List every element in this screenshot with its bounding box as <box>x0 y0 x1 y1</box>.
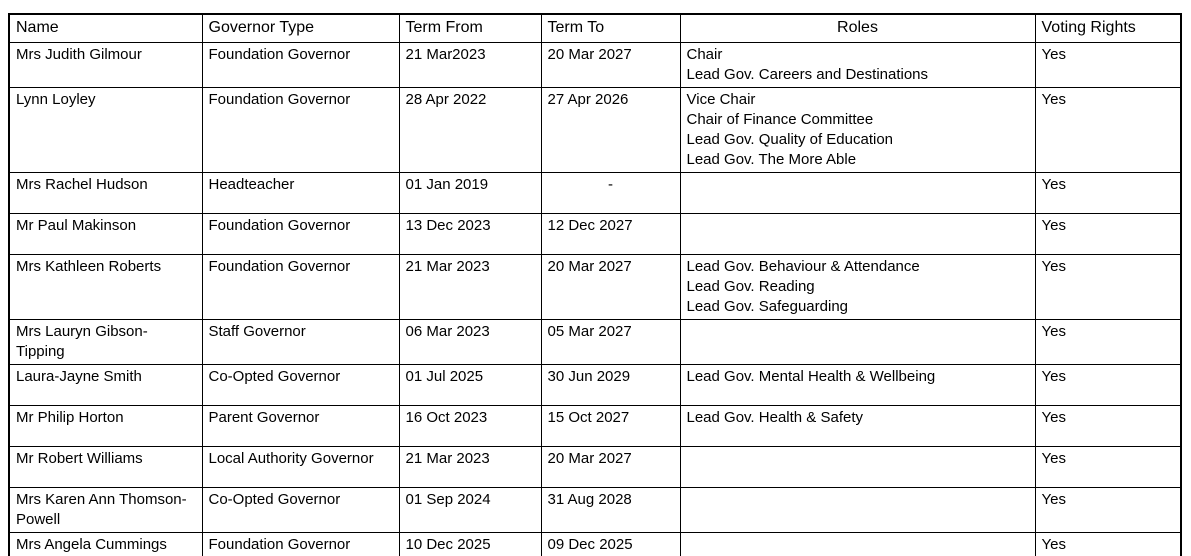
cell-voting-rights: Yes <box>1035 319 1181 364</box>
cell-governor-type: Staff Governor <box>202 319 399 364</box>
cell-name: Laura-Jayne Smith <box>9 364 202 405</box>
column-header-voting-rights: Voting Rights <box>1035 14 1181 42</box>
column-header-name: Name <box>9 14 202 42</box>
cell-governor-type: Local Authority Governor <box>202 446 399 487</box>
cell-name: Lynn Loyley <box>9 87 202 172</box>
cell-term-to: 20 Mar 2027 <box>541 446 680 487</box>
cell-voting-rights: Yes <box>1035 172 1181 213</box>
cell-term-to: - <box>541 172 680 213</box>
table-row <box>9 87 1181 172</box>
table-row <box>9 319 1181 364</box>
cell-term-from: 16 Oct 2023 <box>399 405 541 446</box>
cell-governor-type: Foundation Governor <box>202 213 399 254</box>
cell-name: Mr Philip Horton <box>9 405 202 446</box>
role-line: Lead Gov. Health & Safety <box>686 408 863 426</box>
column-header-term-from: Term From <box>399 14 541 42</box>
table-row <box>9 172 1181 213</box>
role-line: Chair of Finance Committee <box>686 110 874 128</box>
cell-roles <box>680 319 1035 364</box>
cell-roles <box>680 364 1035 405</box>
cell-voting-rights: Yes <box>1035 42 1181 87</box>
cell-name: Mr Robert Williams <box>9 446 202 487</box>
cell-roles <box>680 87 1035 172</box>
role-line: Lead Gov. Behaviour & Attendance <box>686 257 920 275</box>
role-line: Lead Gov. Careers and Destinations <box>686 65 929 83</box>
table-body <box>9 42 1181 556</box>
role-line: Vice Chair <box>686 90 756 108</box>
table-row <box>9 254 1181 319</box>
table-row <box>9 213 1181 254</box>
cell-term-from: 10 Dec 2025 <box>399 532 541 556</box>
cell-term-from: 21 Mar2023 <box>399 42 541 87</box>
cell-term-from: 21 Mar 2023 <box>399 254 541 319</box>
cell-term-to: 15 Oct 2027 <box>541 405 680 446</box>
cell-term-to: 05 Mar 2027 <box>541 319 680 364</box>
column-header-roles: Roles <box>680 14 1035 42</box>
role-line: Lead Gov. The More Able <box>686 150 857 168</box>
cell-name: Mr Paul Makinson <box>9 213 202 254</box>
role-line: Lead Gov. Mental Health & Wellbeing <box>686 367 936 385</box>
role-line: Lead Gov. Quality of Education <box>686 130 894 148</box>
cell-roles <box>680 213 1035 254</box>
cell-roles <box>680 254 1035 319</box>
cell-governor-type: Headteacher <box>202 172 399 213</box>
column-header-term-to: Term To <box>541 14 680 42</box>
cell-term-to: 12 Dec 2027 <box>541 213 680 254</box>
cell-name: Mrs Rachel Hudson <box>9 172 202 213</box>
cell-term-from: 01 Sep 2024 <box>399 487 541 532</box>
cell-governor-type: Foundation Governor <box>202 254 399 319</box>
cell-term-from: 01 Jan 2019 <box>399 172 541 213</box>
cell-term-from: 28 Apr 2022 <box>399 87 541 172</box>
table-row <box>9 405 1181 446</box>
cell-voting-rights: Yes <box>1035 364 1181 405</box>
cell-governor-type: Co-Opted Governor <box>202 364 399 405</box>
cell-term-from: 13 Dec 2023 <box>399 213 541 254</box>
cell-roles <box>680 172 1035 213</box>
cell-voting-rights: Yes <box>1035 87 1181 172</box>
cell-term-to: 27 Apr 2026 <box>541 87 680 172</box>
cell-voting-rights: Yes <box>1035 213 1181 254</box>
cell-term-from: 01 Jul 2025 <box>399 364 541 405</box>
role-line: Lead Gov. Safeguarding <box>686 297 849 315</box>
cell-term-to: 20 Mar 2027 <box>541 254 680 319</box>
cell-term-from: 06 Mar 2023 <box>399 319 541 364</box>
cell-term-to: 09 Dec 2025 <box>541 532 680 556</box>
cell-name: Mrs Judith Gilmour <box>9 42 202 87</box>
role-line: Chair <box>686 45 723 63</box>
cell-name: Mrs Karen Ann Thomson-Powell <box>9 487 202 532</box>
cell-term-to: 31 Aug 2028 <box>541 487 680 532</box>
cell-governor-type: Foundation Governor <box>202 532 399 556</box>
cell-governor-type: Foundation Governor <box>202 87 399 172</box>
cell-name: Mrs Lauryn Gibson-Tipping <box>9 319 202 364</box>
cell-governor-type: Foundation Governor <box>202 42 399 87</box>
table-row <box>9 42 1181 87</box>
cell-governor-type: Co-Opted Governor <box>202 487 399 532</box>
governors-table <box>8 13 1182 556</box>
cell-voting-rights: Yes <box>1035 532 1181 556</box>
cell-roles <box>680 42 1035 87</box>
table-row <box>9 446 1181 487</box>
table-row <box>9 532 1181 556</box>
cell-roles <box>680 405 1035 446</box>
cell-term-to: 30 Jun 2029 <box>541 364 680 405</box>
cell-name: Mrs Angela Cummings <box>9 532 202 556</box>
cell-roles <box>680 532 1035 556</box>
role-line: Lead Gov. Reading <box>686 277 815 295</box>
cell-governor-type: Parent Governor <box>202 405 399 446</box>
cell-voting-rights: Yes <box>1035 254 1181 319</box>
cell-term-to: 20 Mar 2027 <box>541 42 680 87</box>
header-row <box>9 14 1181 42</box>
cell-roles <box>680 446 1035 487</box>
table-row <box>9 364 1181 405</box>
cell-name: Mrs Kathleen Roberts <box>9 254 202 319</box>
cell-roles <box>680 487 1035 532</box>
cell-voting-rights: Yes <box>1035 446 1181 487</box>
cell-voting-rights: Yes <box>1035 487 1181 532</box>
table-row <box>9 487 1181 532</box>
column-header-governor-type: Governor Type <box>202 14 399 42</box>
cell-term-from: 21 Mar 2023 <box>399 446 541 487</box>
cell-voting-rights: Yes <box>1035 405 1181 446</box>
